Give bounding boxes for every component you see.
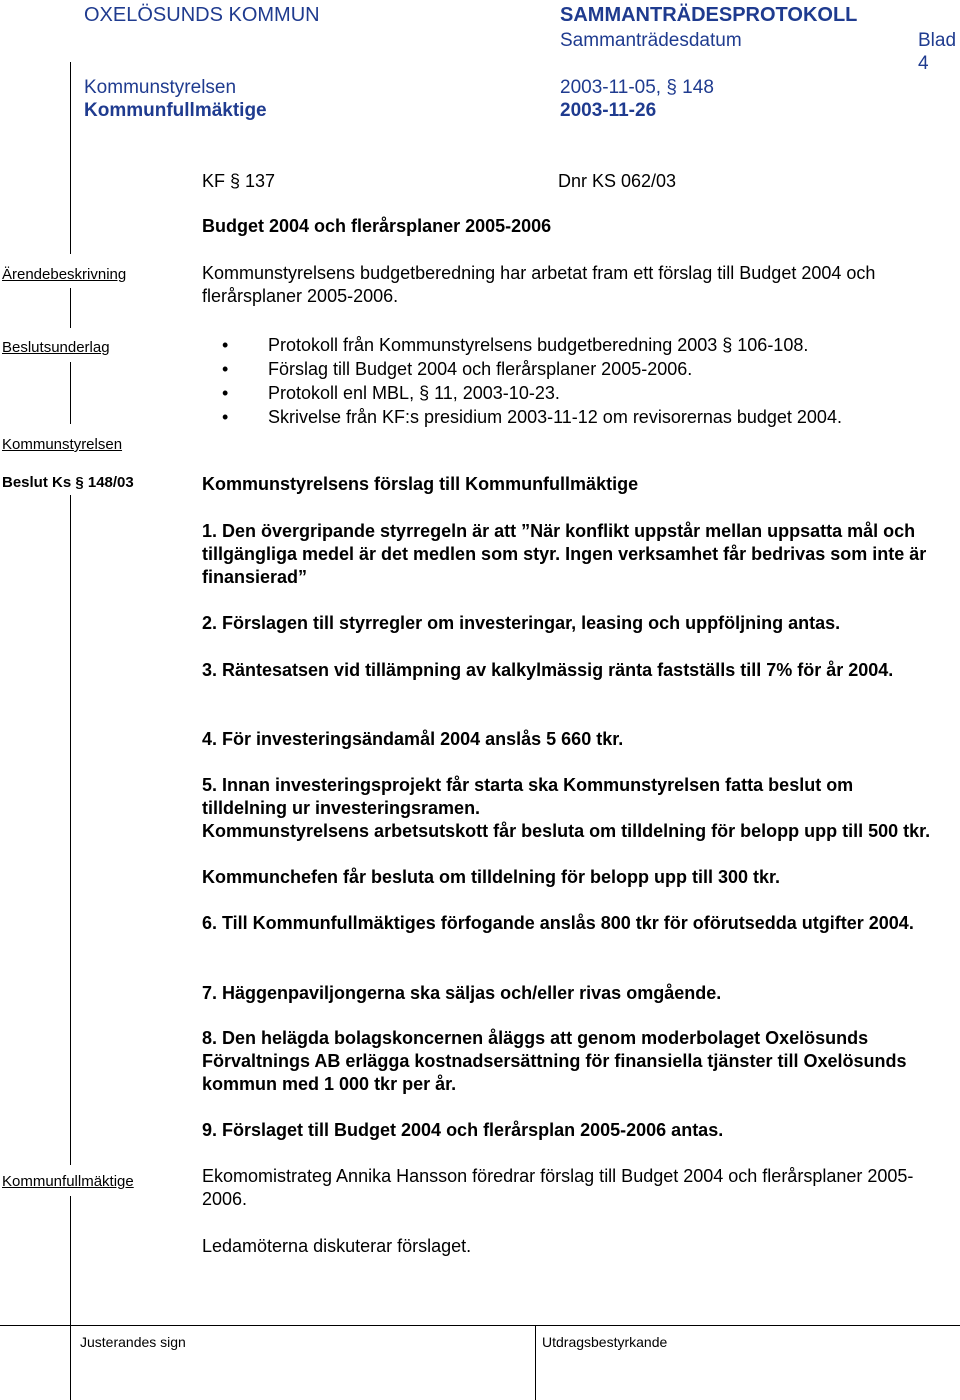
body-date-ks: 2003-11-05, § 148	[560, 77, 714, 98]
section-label-kommunfullmaktige: Kommunfullmäktige	[2, 1173, 134, 1190]
margin-rule	[70, 1196, 71, 1325]
kf-text-2: Ledamöterna diskuterar förslaget.	[202, 1236, 472, 1256]
footer-separator	[70, 1325, 71, 1400]
list-item: • Förslag till Budget 2004 och flerårsplaner 2005-2006.	[222, 357, 842, 381]
list-item: • Protokoll från Kommunstyrelsens budgetberedning 2003 § 106-108.	[222, 333, 842, 357]
section-label-kommunstyrelsen: Kommunstyrelsen	[2, 436, 123, 453]
case-title: Budget 2004 och flerårsplaner 2005-2006	[202, 216, 552, 236]
margin-rule	[70, 62, 71, 254]
body-name-ks: Kommunstyrelsen	[84, 77, 237, 98]
footer-utdragsbestyrkande: Utdragsbestyrkande	[542, 1334, 668, 1350]
kf-paragraph-number: KF § 137	[202, 171, 276, 191]
proposal-point-5a: 5. Innan investeringsprojekt får starta ska Kommunstyrelsen fatta beslut om tilldelning ur investeringsramen.	[202, 775, 854, 818]
proposal-point-9: 9. Förslaget till Budget 2004 och flerårsplan 2005-2006 antas.	[202, 1120, 724, 1140]
margin-rule	[70, 362, 71, 424]
margin-rule	[70, 288, 71, 328]
footer-separator	[535, 1325, 536, 1400]
footer-justerandes-sign: Justerandes sign	[80, 1334, 186, 1350]
section-label-beslutsunderlag: Beslutsunderlag	[2, 339, 110, 356]
diary-number: Dnr KS 062/03	[558, 171, 677, 191]
proposal-point-3: 3. Räntesatsen vid tillämpning av kalkylmässig ränta fastställs till 7% för år 2004.	[202, 660, 894, 680]
proposal-point-4: 4. För investeringsändamål 2004 anslås 5 660 tkr.	[202, 729, 624, 749]
proposal-point-2: 2. Förslagen till styrregler om investeringar, leasing och uppföljning antas.	[202, 613, 841, 633]
kf-text-1: Ekomomistrateg Annika Hansson föredrar förslag till Budget 2004 och flerårsplaner 2005-2006.	[202, 1166, 914, 1209]
footer-rule	[0, 1325, 960, 1326]
section-label-arendebeskrivning: Ärendebeskrivning	[2, 266, 127, 283]
document-type: SAMMANTRÄDESPROTOKOLL	[560, 4, 858, 26]
body-date-kf: 2003-11-26	[560, 100, 657, 121]
body-name-kf: Kommunfullmäktige	[84, 100, 267, 121]
proposal-point-7: 7. Häggenpaviljongerna ska säljas och/eller rivas omgående.	[202, 983, 722, 1003]
proposal-point-6: 6. Till Kommunfullmäktiges förfogande anslås 800 tkr för oförutsedda utgifter 2004.	[202, 913, 914, 933]
list-item: • Skrivelse från KF:s presidium 2003-11-12 om revisorernas budget 2004.	[222, 405, 842, 429]
list-item: • Protokoll enl MBL, § 11, 2003-10-23.	[222, 381, 842, 405]
margin-rule	[70, 495, 71, 1165]
municipality-name: OXELÖSUNDS KOMMUN	[84, 4, 320, 26]
page-number: 4	[918, 53, 929, 74]
proposal-heading: Kommunstyrelsens förslag till Kommunfullmäktige	[202, 474, 639, 494]
proposal-point-8: 8. Den helägda bolagskoncernen åläggs att genom moderbolaget Oxelösunds Förvaltnings AB erlägga kostnadsersättning för finansiella tjänster till Oxelösunds kommun med 1 000 tkr per år.	[202, 1028, 907, 1094]
arendebeskrivning-text: Kommunstyrelsens budgetberedning har arbetat fram ett förslag till Budget 2004 och flerårsplaner 2005-2006.	[202, 263, 876, 306]
beslutsunderlag-list	[222, 333, 842, 429]
decision-reference: Beslut Ks § 148/03	[2, 474, 134, 491]
page-label: Blad	[918, 30, 957, 51]
proposal-point-5c: Kommunchefen får besluta om tilldelning för belopp upp till 300 tkr.	[202, 867, 781, 887]
proposal-point-1: 1. Den övergripande styrregeln är att ”När konflikt uppstår mellan uppsatta mål och tillgängliga medel är det medlen som styr. Ingen verksamhet får bedrivas som inte är finansierad”	[202, 521, 927, 587]
proposal-point-5b: Kommunstyrelsens arbetsutskott får besluta om tilldelning för belopp upp till 500 tkr.	[202, 821, 931, 841]
meeting-date-label: Sammanträdesdatum	[560, 30, 742, 51]
